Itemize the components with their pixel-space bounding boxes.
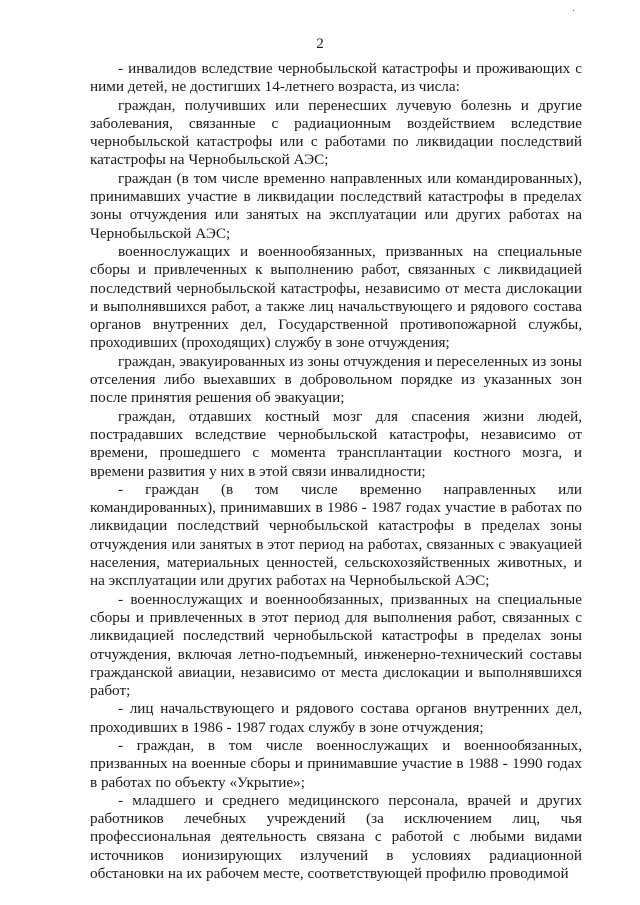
- paragraph: - младшего и среднего медицинского персонала, врачей и других работников лечебных учреждений (за исключением лиц, чья профессиональная деятельность связана с работой с любыми видами источников ионизирующих излучений в условиях радиационной обстановки на их рабочем месте, соответствующей профилю проводимой: [90, 791, 582, 883]
- paragraph: - военнослужащих и военнообязанных, призванных на специальные сборы и привлеченных в этот период для выполнения работ, связанных с ликвидацией последствий чернобыльской катастрофы в пределах зоны отчуждения, включая летно-подъемный, инженерно-технический составы гражданской авиации, независимо от места дислокации и выполнявшихся работ;: [90, 590, 582, 700]
- paragraph: - граждан (в том числе временно направленных или командированных), принимавших в 1986 - 1987 годах участие в работах по ликвидации последствий чернобыльской катастрофы в пределах зоны отчуждения или занятых в этот период на работах, связанных с эвакуацией населения, материальных ценностей, сельскохозяйственных животных, и на эксплуатации или других работах на Чернобыльской АЭС;: [90, 480, 582, 590]
- corner-mark: ·: [572, 6, 576, 17]
- paragraph: - лиц начальствующего и рядового состава органов внутренних дел, проходивших в 1986 - 1987 годах службу в зоне отчуждения;: [90, 700, 582, 736]
- paragraph: - инвалидов вследствие чернобыльской катастрофы и проживающих с ними детей, не достигших 14-летнего возраста, из числа:: [90, 60, 582, 96]
- page-number: 2: [316, 36, 324, 52]
- paragraph: военнослужащих и военнообязанных, призванных на специальные сборы и привлеченных к выполнению работ, связанных с ликвидацией последствий чернобыльской катастрофы, независимо от места дислокации и выполнявшихся работ, а также лиц начальствующего и рядового состава органов внутренних дел, Государственной противопожарной службы, проходивших (проходящих) службу в зоне отчуждения;: [90, 242, 582, 352]
- paragraph: граждан, получивших или перенесших лучевую болезнь и другие заболевания, связанные с радиационным воздействием вследствие чернобыльской катастрофы или с работами по ликвидации последствий катастрофы на Чернобыльской АЭС;: [90, 96, 582, 169]
- paragraph: - граждан, в том числе военнослужащих и военнообязанных, призванных на военные сборы и принимавшие участие в 1988 - 1990 годах в работах по объекту «Укрытие»;: [90, 736, 582, 791]
- document-body: [90, 60, 582, 883]
- paragraph: граждан, отдавших костный мозг для спасения жизни людей, пострадавших вследствие чернобыльской катастрофы, независимо от времени, прошедшего с момента трансплантации костного мозга, и времени развития у них в этой связи инвалидности;: [90, 407, 582, 480]
- paragraph: граждан, эвакуированных из зоны отчуждения и переселенных из зоны отселения либо выехавших в добровольном порядке из указанных зон после принятия решения об эвакуации;: [90, 352, 582, 407]
- paragraph: граждан (в том числе временно направленных или командированных), принимавших участие в ликвидации последствий катастрофы в пределах зоны отчуждения или занятых на эксплуатации или других работах на Чернобыльской АЭС;: [90, 169, 582, 242]
